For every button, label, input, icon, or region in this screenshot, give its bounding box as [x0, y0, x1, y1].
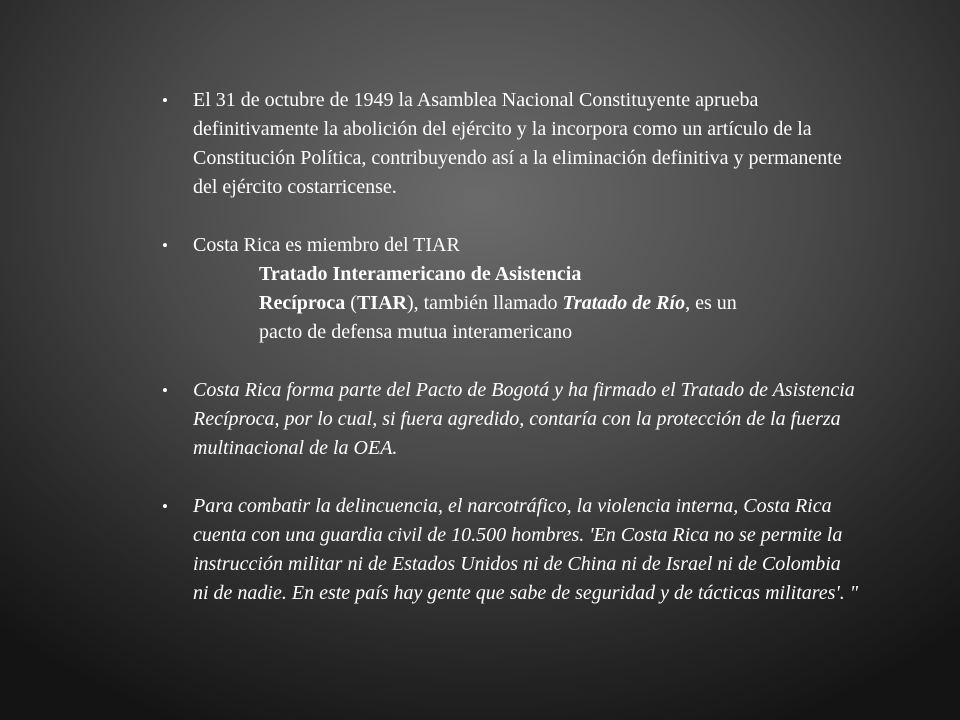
bullet-marker: • — [162, 497, 168, 516]
bullet-item-tiar — [160, 231, 860, 347]
bullet-text: Costa Rica es miembro del TIAR — [193, 234, 460, 256]
treaty-name-line2: Recíproca — [259, 292, 346, 314]
bullet-text: Costa Rica forma parte del Pacto de Bogotá y ha firmado el Tratado de Asistencia Recíproca, por lo cual, si fuera agredido, contaría con la protección de la fuerza multinacional de la OEA. — [193, 379, 855, 459]
bullet-item-pacto-bogota — [160, 376, 860, 463]
bullet-item-abolicion — [160, 86, 860, 202]
mid-text: ), también llamado — [406, 292, 563, 314]
bullet-marker: • — [162, 236, 168, 255]
treaty-acronym: TIAR — [356, 292, 407, 314]
spacer — [160, 202, 860, 231]
treaty-description: pacto de defensa mutua interamericano — [259, 321, 573, 343]
bullet-text: Para combatir la delincuencia, el narcotráfico, la violencia interna, Costa Rica cuenta con una guardia civil de 10.500 hombres. 'En Costa Rica no se permite la instrucción militar ni de Estados Unidos ni de China ni de Israel ni de Colombia ni de nadie. En este país hay gente que sabe de seguridad y de tácticas militares'. " — [193, 495, 859, 604]
tiar-definition — [193, 260, 860, 347]
paren-open: ( — [345, 292, 357, 314]
bullet-item-guardia-civil — [160, 492, 860, 608]
treaty-alias: Tratado de Río — [562, 292, 686, 314]
treaty-name-line1: Tratado Interamericano de Asistencia — [259, 263, 582, 285]
spacer — [160, 347, 860, 376]
bullet-list — [160, 86, 860, 608]
spacer — [160, 463, 860, 492]
bullet-text: El 31 de octubre de 1949 la Asamblea Nacional Constituyente aprueba definitivamente la abolición del ejército y la incorpora como un artículo de la Constitución Política, contribuyendo así a la eliminación definitiva y permanente del ejército costarricense. — [193, 89, 842, 198]
bullet-marker: • — [162, 381, 168, 400]
bullet-marker: • — [162, 91, 168, 110]
tail-text: , es un — [685, 292, 737, 314]
